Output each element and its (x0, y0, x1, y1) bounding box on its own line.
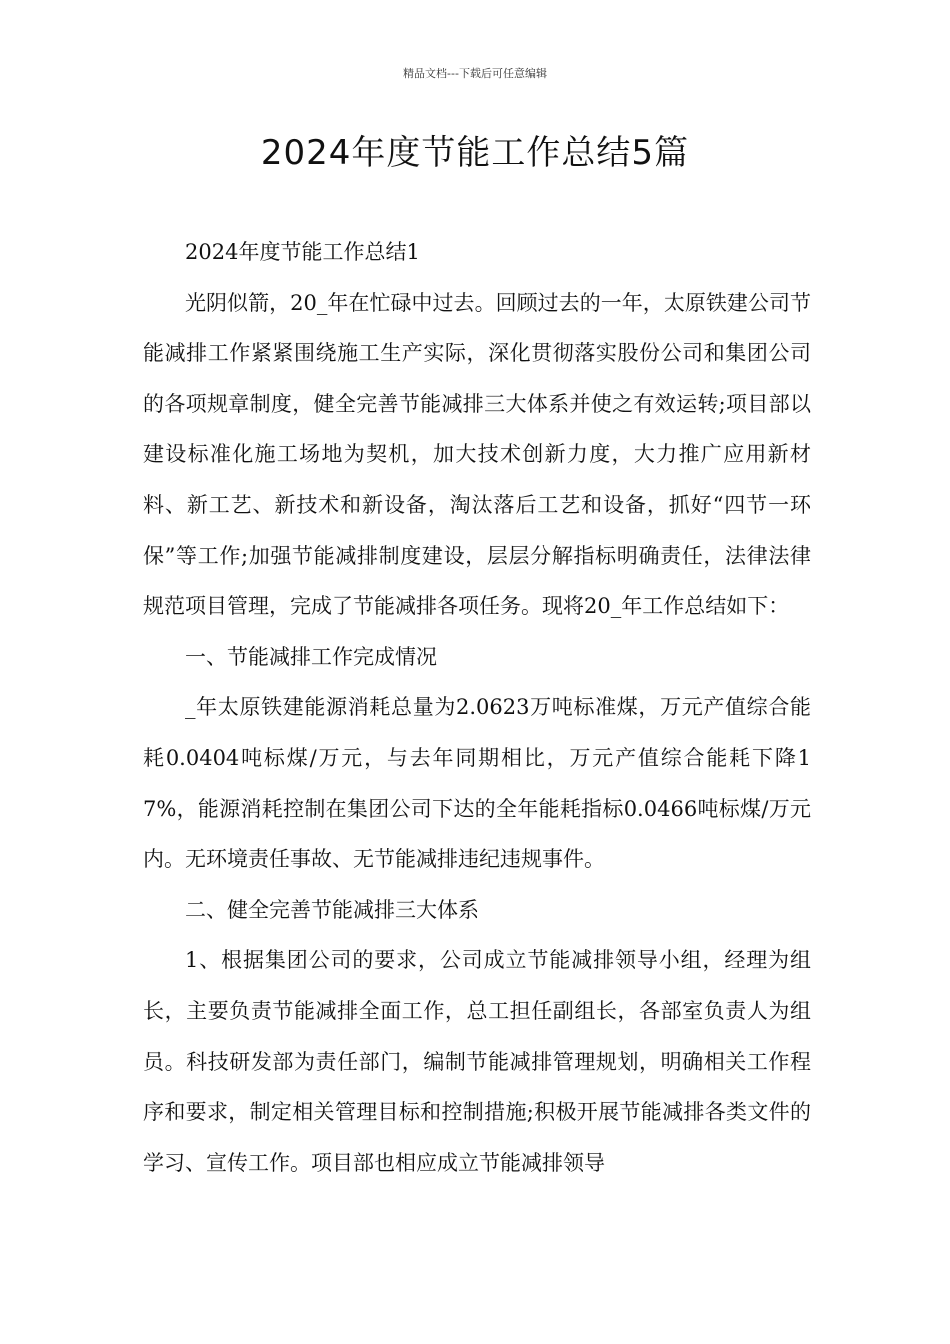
body-paragraph-intro: 光阴似箭，20_年在忙碌中过去。回顾过去的一年，太原铁建公司节能减排工作紧紧围绕施工生产实际，深化贯彻落实股份公司和集团公司的各项规章制度，健全完善节能减排三大体系并使之有效运转;项目部以建设标准化施工场地为契机，加大技术创新力度，大力推广应用新材料、新工艺、新技术和新设备，淘汰落后工艺和设备，抓好“四节一环保”等工作;加强节能减排制度建设，层层分解指标明确责任，法律法律规范项目管理，完成了节能减排各项任务。现将20_年工作总结如下： (143, 290, 811, 619)
section-heading-systems: 二、健全完善节能减排三大体系 (185, 897, 479, 922)
header-note: 精品文档---下载后可任意编辑 (403, 67, 547, 80)
document-body (143, 227, 811, 1188)
body-paragraph-leadership: 1、根据集团公司的要求，公司成立节能减排领导小组，经理为组长，主要负责节能减排全面工作，总工担任副组长，各部室负责人为组员。科技研发部为责任部门，编制节能减排管理规划，明确相关工作程序和要求，制定相关管理目标和控制措施;积极开展节能减排各类文件的学习、宣传工作。项目部也相应成立节能减排领导 (143, 948, 811, 1175)
section-heading-summary-1: 2024年度节能工作总结1 (185, 240, 420, 264)
document-title: 2024年度节能工作总结5篇 (260, 133, 690, 173)
body-paragraph-energy-stats: _年太原铁建能源消耗总量为2.0623万吨标准煤，万元产值综合能耗0.0404吨标煤/万元，与去年同期相比，万元产值综合能耗下降17%，能源消耗控制在集团公司下达的全年能耗指标0.0466吨标煤/万元内。无环境责任事故、无节能减排违纪违规事件。 (143, 695, 811, 872)
section-heading-completion: 一、节能减排工作完成情况 (185, 644, 437, 669)
